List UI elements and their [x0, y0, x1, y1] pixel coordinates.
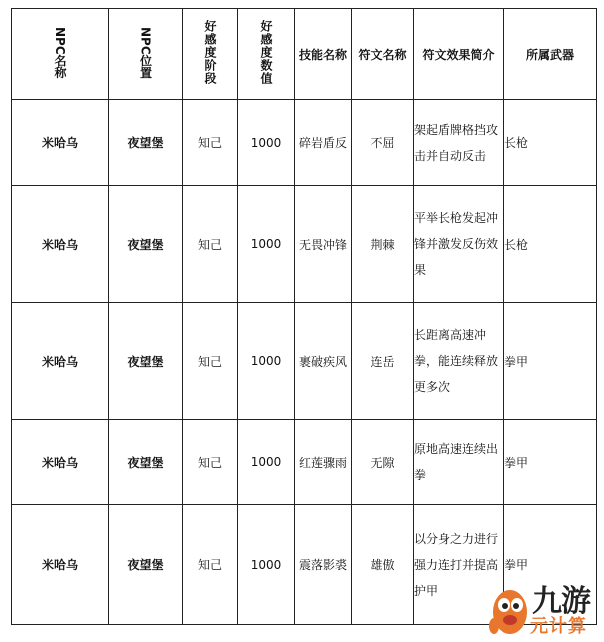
- site-watermark-logo: [488, 574, 604, 642]
- header-rune-effect: 符文效果简介: [414, 9, 504, 100]
- effect-line: 强力连打并提高: [414, 557, 499, 572]
- effect-line: 拳: [414, 468, 427, 482]
- effect-line: 架起盾牌格挡攻: [414, 122, 499, 137]
- cell-weapon: 拳甲: [504, 303, 597, 420]
- cell-npc: 米哈乌: [12, 100, 109, 186]
- table-row: [12, 420, 597, 505]
- cell-value: 1000: [238, 100, 295, 186]
- mascot-icon: [488, 578, 534, 640]
- cell-location: 夜望堡: [109, 420, 183, 505]
- cell-stage: 知己: [183, 303, 238, 420]
- cell-location: 夜望堡: [109, 186, 183, 303]
- cell-stage: 知己: [183, 420, 238, 505]
- cell-effect: [414, 303, 504, 420]
- npc-table: [11, 8, 597, 625]
- cell-location: 夜望堡: [109, 505, 183, 625]
- cell-effect: [414, 420, 504, 505]
- cell-value: 1000: [238, 420, 295, 505]
- effect-line: 更多次: [414, 380, 451, 394]
- cell-rune: 连岳: [352, 303, 414, 420]
- header-rune-name: 符文名称: [352, 9, 414, 100]
- cell-skill: 震落影裘: [295, 505, 352, 625]
- table-row: [12, 100, 597, 186]
- logo-main-text: 九游: [532, 584, 590, 619]
- effect-line: 击并自动反击: [414, 148, 487, 163]
- cell-weapon: 长枪: [504, 100, 597, 186]
- table-row: [12, 303, 597, 420]
- cell-value: 1000: [238, 303, 295, 420]
- cell-location: 夜望堡: [109, 100, 183, 186]
- cell-rune: 不屈: [352, 100, 414, 186]
- effect-line: 锋并激发反伤效: [414, 237, 499, 251]
- cell-rune: 雄傲: [352, 505, 414, 625]
- cell-skill: 无畏冲锋: [295, 186, 352, 303]
- cell-stage: 知己: [183, 100, 238, 186]
- header-npc-name: NPC名称: [12, 9, 109, 100]
- cell-stage: 知己: [183, 186, 238, 303]
- effect-line: 长距离高速冲: [414, 328, 487, 342]
- effect-line: 原地高速连续出: [414, 442, 499, 456]
- cell-npc: 米哈乌: [12, 505, 109, 625]
- header-row: [12, 9, 597, 100]
- cell-npc: 米哈乌: [12, 420, 109, 505]
- cell-skill: 裹破疾风: [295, 303, 352, 420]
- table-row: [12, 186, 597, 303]
- cell-value: 1000: [238, 505, 295, 625]
- cell-npc: 米哈乌: [12, 303, 109, 420]
- cell-rune: 荆棘: [352, 186, 414, 303]
- cell-rune: 无隙: [352, 420, 414, 505]
- cell-npc: 米哈乌: [12, 186, 109, 303]
- cell-skill: 红莲骤雨: [295, 420, 352, 505]
- cell-value: 1000: [238, 186, 295, 303]
- cell-effect: [414, 100, 504, 186]
- header-favor-value: 好感度数值: [238, 9, 295, 100]
- cell-stage: 知己: [183, 505, 238, 625]
- effect-line: 拳，能连续释放: [414, 354, 499, 368]
- effect-line: 果: [414, 263, 427, 277]
- cell-effect: [414, 186, 504, 303]
- cell-weapon: 拳甲: [504, 420, 597, 505]
- cell-location: 夜望堡: [109, 303, 183, 420]
- header-weapon: 所属武器: [504, 9, 597, 100]
- header-favor-stage: 好感度阶段: [183, 9, 238, 100]
- logo-sub-text: 元计算: [530, 616, 587, 637]
- cell-weapon: 拳甲: [504, 505, 597, 625]
- effect-line: 以分身之力进行: [414, 531, 499, 546]
- cell-weapon: 长枪: [504, 186, 597, 303]
- cell-skill: 碎岩盾反: [295, 100, 352, 186]
- header-npc-location: NPC位置: [109, 9, 183, 100]
- effect-line: 护甲: [414, 583, 439, 598]
- effect-line: 平举长枪发起冲: [414, 211, 499, 225]
- header-skill-name: 技能名称: [295, 9, 352, 100]
